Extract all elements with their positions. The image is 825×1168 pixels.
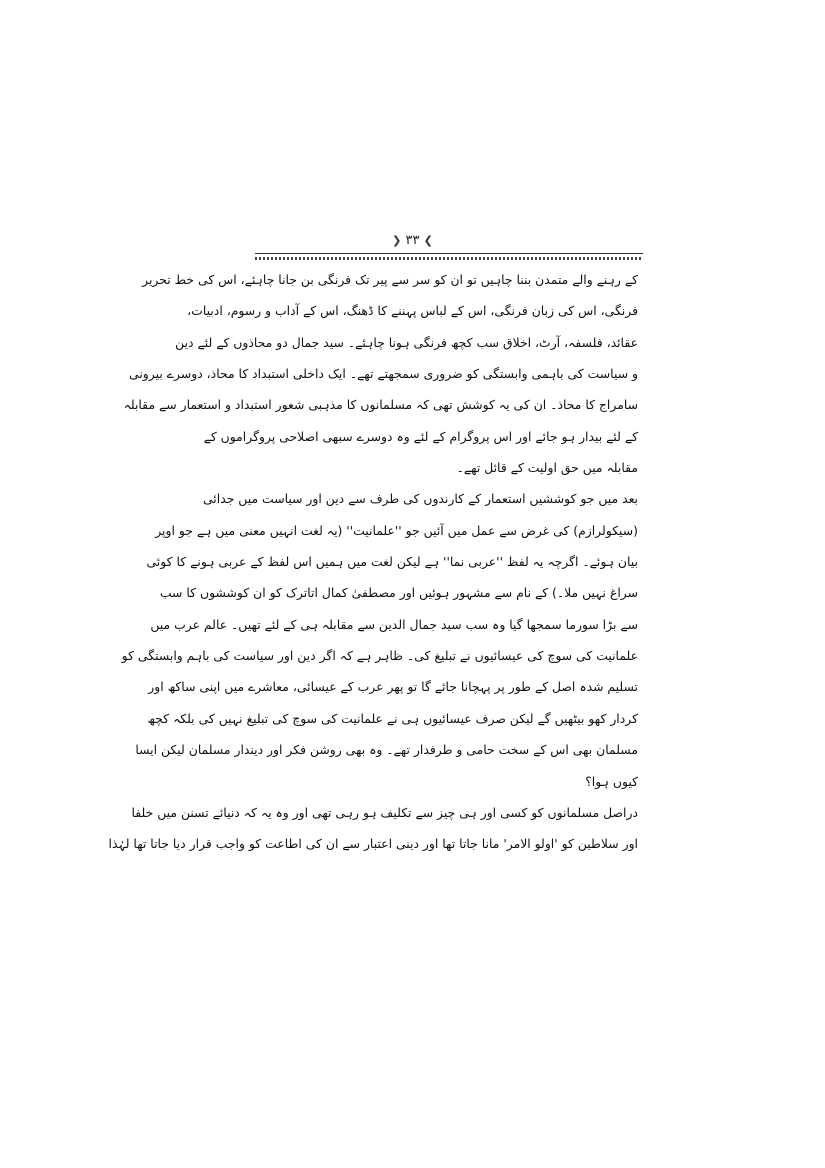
header-rule [255, 253, 643, 254]
text-line: کیوں ہوا؟ [585, 773, 638, 789]
page-number-header [0, 232, 825, 250]
text-line: عقائد، فلسفہ، آرٹ، اخلاق سب کچھ فرنگی ہونا چاہئے۔ سید جمال دو محاذوں کے لئے دین [175, 334, 638, 350]
text-line: مقابلہ میں حق اولیت کے قائل تھے۔ [456, 460, 638, 476]
text-line: تسلیم شدہ اصل کے طور پر پہچانا جائے گا تو پھر عرب کے عیسائی، معاشرے میں اپنی ساکھ اور [148, 679, 638, 695]
ornament-right-icon: ❯ [423, 234, 433, 247]
text-line: و سیاست کی باہمی وابستگی کو ضروری سمجھتے تھے۔ ایک داخلی استبداد کا محاذ، دوسرے بیرونی [129, 366, 638, 382]
text-line: کردار کھو بیٹھیں گے لیکن صرف عیسائیوں ہی نے علمانیت کی سوچ کی تبلیغ نہیں کی بلکہ کچھ [147, 710, 638, 726]
ornament-left-icon: ❮ [392, 234, 402, 247]
text-line: علمانیت کی سوچ کی عیسائیوں نے تبلیغ کی۔ ظاہر ہے کہ اگر دین اور سیاست کی باہم وابستگی کو [121, 648, 638, 664]
text-line: سراغ نہیں ملا۔) کے نام سے مشہور ہوئیں اور مصطفیٰ کمال اتاترک کو ان کوششوں کا سب [159, 585, 638, 601]
text-line: سے بڑا سورما سمجھا گیا وہ سب سید جمال الدین سے مقابلہ ہی کے لئے تھیں۔ عالم عرب میں [150, 616, 638, 632]
text-line: کے رہنے والے متمدن بننا چاہیں تو ان کو سر سے پیر تک فرنگی بن جانا چاہئے، اس کی خط تحریر [142, 272, 638, 287]
text-line: اور سلاطین کو 'اولو الامر' مانا جاتا تھا اور دینی اعتبار سے ان کی اطاعت کو واجب قرار دیا جاتا تھا لہٰذا [108, 836, 638, 852]
text-line: بعد میں جو کوششیں استعمار کے کارندوں کی طرف سے دین اور سیاست میں جدائی [202, 491, 638, 507]
text-line: دراصل مسلمانوں کو کسی اور ہی چیز سے تکلیف ہو رہی تھی اور وہ یہ کہ دنیائے تسنن میں خلفا [131, 804, 638, 820]
body-text [108, 264, 638, 860]
text-line: سامراج کا محاذ۔ ان کی یہ کوشش تھی کہ مسلمانوں کا مذہبی شعور استبداد و استعمار سے مقابلہ [123, 397, 638, 413]
header-dotted-rule [255, 257, 643, 260]
text-line: مسلمان بھی اس کے سخت حامی و طرفدار تھے۔ وہ بھی روشن فکر اور دیندار مسلمان لیکن ایسا [135, 742, 638, 758]
text-line: (سیکولرازم) کی غرض سے عمل میں آئیں جو ''علمانیت'' (یہ لغت انہیں معنی میں ہے جو اوپر [155, 522, 638, 538]
page-number: ۳۳ [405, 233, 420, 248]
text-line: فرنگی، اس کی زبان فرنگی، اس کے لباس پہننے کا ڈھنگ، اس کے آداب و رسوم، ادبیات، [187, 303, 638, 319]
text-line: بیان ہوئے۔ اگرچہ یہ لفظ ''عربی نما'' ہے لیکن لغت میں ہمیں اس لفظ کے عربی ہونے کا کوئی [146, 554, 638, 570]
text-line: کے لئے بیدار ہو جائے اور اس پروگرام کے لئے وہ دوسرے سبھی اصلاحی پروگراموں کے [203, 428, 638, 444]
